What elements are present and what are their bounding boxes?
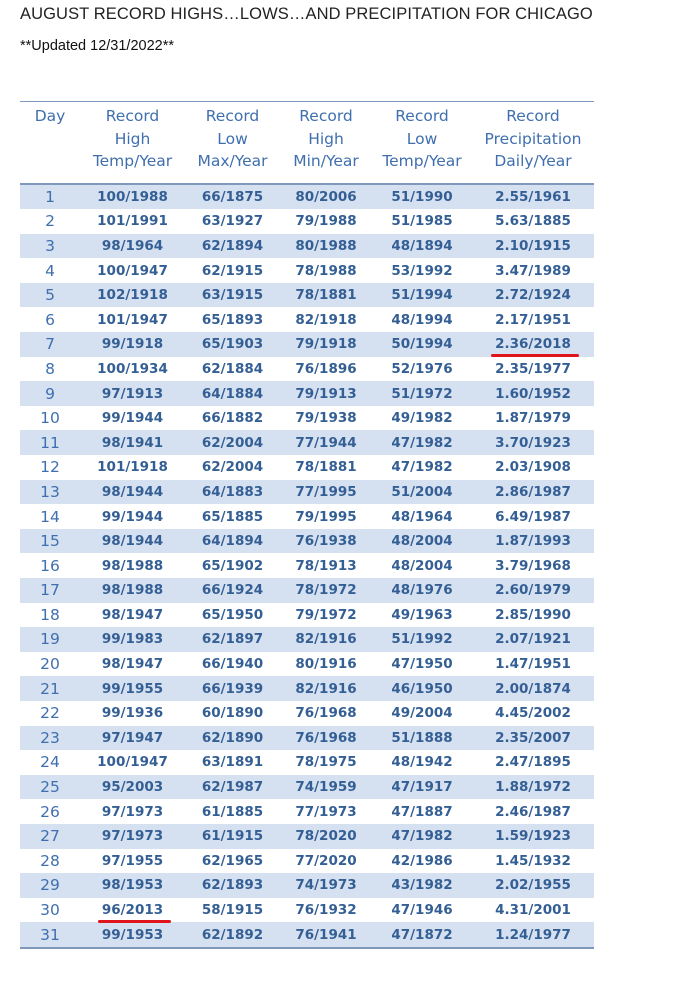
cell-day: 12 <box>40 458 60 477</box>
cell-record-low-max: 62/1897 <box>185 627 280 652</box>
cell-record-low-max: 62/1890 <box>185 726 280 751</box>
cell-record-low-max: 63/1891 <box>201 754 264 771</box>
cell-day: 30 <box>40 901 60 920</box>
cell-record-high-min: 79/1995 <box>295 508 357 525</box>
column-header-line: Day <box>34 107 66 125</box>
cell-record-high-min: 80/1988 <box>280 234 372 259</box>
table-row <box>20 775 594 800</box>
column-header-line: Record <box>205 107 260 125</box>
cell-record-low-temp: 48/1894 <box>372 234 472 259</box>
cell-record-low-max: 66/1882 <box>201 410 264 427</box>
cell-day: 10 <box>40 409 60 428</box>
cell-day: 25 <box>20 775 80 800</box>
cell-record-low-temp: 43/1982 <box>372 873 472 898</box>
cell-day: 19 <box>20 627 80 652</box>
cell-record-high-min: 78/1881 <box>280 283 372 308</box>
column-header-line: Daily/Year <box>494 152 572 170</box>
cell-record-low-temp: 47/1982 <box>372 824 472 849</box>
cell-day: 6 <box>45 310 55 329</box>
cell-record-low-temp: 48/2004 <box>391 557 453 574</box>
table-row <box>20 750 594 775</box>
cell-record-high-min: 76/1896 <box>295 360 357 377</box>
cell-record-high-temp: 100/1988 <box>80 184 185 210</box>
column-header-line: Record <box>105 107 160 125</box>
cell-record-high-min: 76/1968 <box>280 726 372 751</box>
cell-record-high-temp: 99/1955 <box>80 676 185 701</box>
page-title: AUGUST RECORD HIGHS…LOWS…AND PRECIPITATION FOR CHICAGO <box>20 5 593 23</box>
cell-record-precipitation: 3.47/1989 <box>495 262 571 279</box>
cell-record-high-temp: 99/1944 <box>101 508 164 525</box>
cell-record-high-temp: 98/1964 <box>80 234 185 259</box>
cell-record-high-min: 79/1988 <box>295 213 357 230</box>
cell-record-low-temp: 49/1982 <box>391 410 453 427</box>
table-row <box>20 455 594 480</box>
cell-record-high-temp: 97/1973 <box>80 824 185 849</box>
cell-record-high-temp: 100/1947 <box>97 754 168 771</box>
cell-record-precipitation: 3.70/1923 <box>472 430 594 455</box>
cell-record-high-temp: 102/1918 <box>80 283 185 308</box>
cell-record-low-temp: 51/1994 <box>372 283 472 308</box>
column-header-record-low-max <box>185 102 280 184</box>
cell-record-high-temp: 98/1947 <box>101 656 164 673</box>
records-table-container <box>20 101 594 949</box>
cell-record-low-max: 65/1950 <box>201 606 264 623</box>
column-header-day <box>20 102 80 184</box>
cell-record-high-temp: 98/1947 <box>101 606 164 623</box>
table-row <box>20 406 594 431</box>
cell-record-high-temp: 98/1944 <box>80 529 185 554</box>
column-header-line: Temp/Year <box>382 152 462 170</box>
cell-record-precipitation <box>472 332 594 357</box>
cell-record-high-temp: 99/1936 <box>101 705 164 722</box>
cell-record-precipitation: 1.60/1952 <box>472 381 594 406</box>
cell-record-low-temp: 51/1888 <box>372 726 472 751</box>
cell-record-high-temp: 97/1973 <box>101 803 164 820</box>
cell-day: 4 <box>45 261 55 280</box>
cell-record-low-max: 62/1892 <box>185 922 280 948</box>
cell-day: 23 <box>20 726 80 751</box>
table-row <box>20 504 594 529</box>
cell-record-high-min: 74/1973 <box>280 873 372 898</box>
cell-record-low-max: 63/1927 <box>201 213 264 230</box>
cell-day: 14 <box>40 507 60 526</box>
cell-record-high-min: 78/2020 <box>280 824 372 849</box>
cell-record-precipitation: 1.87/1979 <box>495 410 571 427</box>
records-table <box>20 101 594 949</box>
cell-record-low-max: 60/1890 <box>201 705 264 722</box>
column-header-line: Record <box>506 107 560 125</box>
cell-record-low-max: 65/1902 <box>201 557 264 574</box>
table-row <box>20 529 594 554</box>
cell-record-high-min: 78/1972 <box>280 578 372 603</box>
cell-record-low-max: 62/2004 <box>201 459 264 476</box>
cell-record-precipitation: 2.03/1908 <box>495 459 571 476</box>
cell-record-low-temp: 53/1992 <box>391 262 453 279</box>
cell-day: 1 <box>20 184 80 210</box>
table-row <box>20 676 594 701</box>
cell-record-precipitation: 1.45/1932 <box>495 852 571 869</box>
table-row <box>20 726 594 751</box>
cell-record-high-temp: 101/1918 <box>97 459 168 476</box>
cell-record-high-min: 79/1938 <box>295 410 357 427</box>
cell-day: 7 <box>20 332 80 357</box>
column-header-line: High <box>308 129 344 148</box>
column-header-line: Record <box>299 107 353 125</box>
cell-record-high-min: 77/1995 <box>280 480 372 505</box>
column-header-record-high-min <box>280 102 372 184</box>
cell-record-high-temp: 98/1953 <box>80 873 185 898</box>
cell-record-high-min: 74/1959 <box>280 775 372 800</box>
cell-record-high-temp: 97/1913 <box>80 381 185 406</box>
table-row <box>20 430 594 455</box>
cell-day: 11 <box>20 430 80 455</box>
cell-record-low-temp: 49/2004 <box>391 705 453 722</box>
table-row <box>20 824 594 849</box>
cell-record-high-temp: 100/1934 <box>97 360 168 377</box>
cell-record-low-temp: 52/1976 <box>391 360 453 377</box>
cell-day: 24 <box>40 753 60 772</box>
table-row <box>20 873 594 898</box>
cell-record-low-temp: 51/1992 <box>372 627 472 652</box>
cell-day: 2 <box>45 212 55 231</box>
cell-record-precipitation: 2.00/1874 <box>472 676 594 701</box>
cell-record-low-temp: 51/1972 <box>372 381 472 406</box>
column-header-line: Min/Year <box>293 152 359 170</box>
cell-day: 29 <box>20 873 80 898</box>
cell-record-precipitation: 1.87/1993 <box>472 529 594 554</box>
column-header-line: Low <box>217 129 248 148</box>
cell-day: 27 <box>20 824 80 849</box>
cell-day: 5 <box>20 283 80 308</box>
cell-record-precipitation: 2.86/1987 <box>472 480 594 505</box>
cell-record-low-max: 66/1924 <box>185 578 280 603</box>
cell-record-high-min: 82/1916 <box>280 627 372 652</box>
cell-record-low-max: 61/1885 <box>201 803 264 820</box>
cell-record-low-max: 64/1883 <box>185 480 280 505</box>
cell-record-precipitation: 6.49/1987 <box>495 508 571 525</box>
table-row <box>20 307 594 332</box>
cell-record-high-min: 82/1916 <box>280 676 372 701</box>
cell-record-high-min: 77/1944 <box>280 430 372 455</box>
cell-record-low-temp: 51/1985 <box>391 213 453 230</box>
cell-record-high-temp: 97/1947 <box>80 726 185 751</box>
cell-record-low-temp: 48/1976 <box>372 578 472 603</box>
cell-record-high-min: 76/1938 <box>280 529 372 554</box>
cell-record-precipitation: 2.55/1961 <box>472 184 594 210</box>
cell-record-low-max: 62/1884 <box>201 360 264 377</box>
cell-day: 17 <box>20 578 80 603</box>
header-row <box>20 102 594 184</box>
table-row <box>20 627 594 652</box>
cell-day: 31 <box>20 922 80 948</box>
cell-record-precipitation: 4.45/2002 <box>495 705 571 722</box>
cell-day: 16 <box>40 556 60 575</box>
cell-record-precipitation: 4.31/2001 <box>495 902 571 919</box>
table-row <box>20 799 594 824</box>
underlined-value: 2.36/2018 <box>495 336 571 353</box>
column-header-line: Temp/Year <box>92 152 173 170</box>
cell-day: 21 <box>20 676 80 701</box>
cell-record-low-max: 65/1893 <box>201 311 264 328</box>
cell-record-low-temp: 48/2004 <box>372 529 472 554</box>
cell-record-low-max: 65/1885 <box>201 508 264 525</box>
cell-record-precipitation: 2.02/1955 <box>472 873 594 898</box>
column-header-line: Record <box>395 107 449 125</box>
table-row <box>20 234 594 259</box>
table-row <box>20 258 594 283</box>
cell-record-low-temp: 48/1942 <box>391 754 453 771</box>
cell-day: 18 <box>40 605 60 624</box>
cell-day: 26 <box>40 802 60 821</box>
column-header-record-high-temp <box>80 102 185 184</box>
table-row <box>20 283 594 308</box>
cell-record-precipitation: 5.63/1885 <box>495 213 571 230</box>
cell-record-low-temp: 47/1887 <box>391 803 453 820</box>
table-row <box>20 184 594 210</box>
cell-record-low-temp: 49/1963 <box>391 606 453 623</box>
cell-day: 9 <box>20 381 80 406</box>
cell-record-low-temp: 47/1982 <box>391 459 453 476</box>
cell-day: 15 <box>20 529 80 554</box>
cell-record-high-min: 79/1972 <box>295 606 357 623</box>
cell-record-high-min: 78/1881 <box>295 459 357 476</box>
table-row <box>20 357 594 382</box>
cell-record-low-max: 65/1903 <box>185 332 280 357</box>
cell-record-low-temp: 47/1917 <box>372 775 472 800</box>
cell-record-low-max: 62/1965 <box>201 852 264 869</box>
cell-record-low-max: 62/1915 <box>201 262 264 279</box>
cell-day: 3 <box>20 234 80 259</box>
cell-record-high-min: 78/1988 <box>295 262 357 279</box>
table-row <box>20 922 594 948</box>
cell-day: 20 <box>40 655 60 674</box>
cell-record-high-temp: 101/1991 <box>97 213 168 230</box>
cell-record-precipitation: 2.07/1921 <box>472 627 594 652</box>
cell-record-low-temp: 47/1872 <box>372 922 472 948</box>
table-body <box>20 184 594 948</box>
cell-record-high-min: 76/1968 <box>295 705 357 722</box>
cell-record-low-max: 58/1915 <box>201 902 264 919</box>
cell-record-high-temp: 99/1944 <box>101 410 164 427</box>
cell-record-low-max: 61/1915 <box>185 824 280 849</box>
table-row <box>20 209 594 234</box>
cell-day: 13 <box>20 480 80 505</box>
cell-record-high-min: 76/1941 <box>280 922 372 948</box>
cell-record-low-temp: 51/1990 <box>372 184 472 210</box>
cell-record-low-max: 62/1894 <box>185 234 280 259</box>
cell-record-high-min: 82/1918 <box>295 311 357 328</box>
cell-record-precipitation: 2.46/1987 <box>495 803 571 820</box>
cell-record-high-temp: 98/1944 <box>80 480 185 505</box>
cell-record-high-temp: 98/1988 <box>80 578 185 603</box>
table-row <box>20 652 594 677</box>
cell-record-high-temp <box>80 898 185 923</box>
cell-record-low-max: 66/1939 <box>185 676 280 701</box>
cell-record-high-temp: 99/1953 <box>80 922 185 948</box>
cell-record-high-temp: 98/1988 <box>101 557 164 574</box>
cell-record-high-temp: 100/1947 <box>97 262 168 279</box>
column-header-line: Max/Year <box>197 152 268 170</box>
table-row <box>20 553 594 578</box>
cell-record-low-max: 66/1940 <box>201 656 264 673</box>
cell-record-high-min: 79/1918 <box>280 332 372 357</box>
cell-record-high-min: 80/1916 <box>295 656 357 673</box>
cell-record-high-min: 79/1913 <box>280 381 372 406</box>
cell-record-precipitation: 2.17/1951 <box>495 311 571 328</box>
cell-record-low-temp: 51/2004 <box>372 480 472 505</box>
table-row <box>20 849 594 874</box>
cell-record-precipitation: 1.24/1977 <box>472 922 594 948</box>
underlined-value: 96/2013 <box>101 902 164 919</box>
cell-record-precipitation: 2.60/1979 <box>472 578 594 603</box>
table-row <box>20 578 594 603</box>
cell-record-high-temp: 97/1955 <box>101 852 164 869</box>
cell-record-high-temp: 101/1947 <box>97 311 168 328</box>
cell-record-high-min: 80/2006 <box>280 184 372 210</box>
cell-record-high-min: 78/1913 <box>295 557 357 574</box>
cell-record-precipitation: 2.35/1977 <box>495 360 571 377</box>
cell-record-low-max: 62/1987 <box>185 775 280 800</box>
cell-record-low-max: 64/1884 <box>185 381 280 406</box>
column-header-record-low-temp <box>372 102 472 184</box>
cell-record-low-temp: 48/1964 <box>391 508 453 525</box>
column-header-line: Precipitation <box>484 129 582 148</box>
table-row <box>20 480 594 505</box>
cell-record-high-min: 78/1975 <box>295 754 357 771</box>
cell-record-precipitation: 1.59/1923 <box>472 824 594 849</box>
cell-record-low-max: 64/1894 <box>185 529 280 554</box>
cell-record-low-temp: 42/1986 <box>391 852 453 869</box>
cell-record-precipitation: 1.88/1972 <box>472 775 594 800</box>
cell-record-high-temp: 98/1941 <box>80 430 185 455</box>
updated-note: **Updated 12/31/2022** <box>20 38 174 54</box>
cell-record-low-temp: 47/1982 <box>372 430 472 455</box>
cell-record-precipitation: 3.79/1968 <box>495 557 571 574</box>
column-header-line: High <box>114 129 151 148</box>
cell-day: 28 <box>40 851 60 870</box>
cell-record-low-temp: 50/1994 <box>372 332 472 357</box>
cell-record-high-temp: 99/1983 <box>80 627 185 652</box>
cell-record-low-temp: 47/1946 <box>391 902 453 919</box>
cell-record-low-max: 62/1893 <box>185 873 280 898</box>
cell-record-precipitation: 2.85/1990 <box>495 606 571 623</box>
cell-record-high-min: 76/1932 <box>295 902 357 919</box>
cell-record-precipitation: 2.35/2007 <box>472 726 594 751</box>
cell-record-low-max: 66/1875 <box>185 184 280 210</box>
cell-record-high-min: 77/2020 <box>295 852 357 869</box>
cell-record-precipitation: 2.72/1924 <box>472 283 594 308</box>
column-header-record-precipitation <box>472 102 594 184</box>
cell-day: 22 <box>40 704 60 723</box>
cell-record-precipitation: 2.10/1915 <box>472 234 594 259</box>
cell-record-low-temp: 46/1950 <box>372 676 472 701</box>
table-row <box>20 332 594 357</box>
cell-record-precipitation: 2.47/1895 <box>495 754 571 771</box>
cell-record-low-max: 62/2004 <box>185 430 280 455</box>
cell-record-high-temp: 95/2003 <box>80 775 185 800</box>
table-row <box>20 701 594 726</box>
cell-record-low-temp: 48/1994 <box>391 311 453 328</box>
table-row <box>20 898 594 923</box>
cell-record-low-temp: 47/1950 <box>391 656 453 673</box>
cell-record-high-min: 77/1973 <box>295 803 357 820</box>
table-row <box>20 603 594 628</box>
table-row <box>20 381 594 406</box>
table-header <box>20 102 594 184</box>
cell-record-high-temp: 99/1918 <box>80 332 185 357</box>
cell-record-precipitation: 1.47/1951 <box>495 656 571 673</box>
cell-record-low-max: 63/1915 <box>185 283 280 308</box>
column-header-line: Low <box>406 129 438 148</box>
cell-day: 8 <box>45 359 55 378</box>
